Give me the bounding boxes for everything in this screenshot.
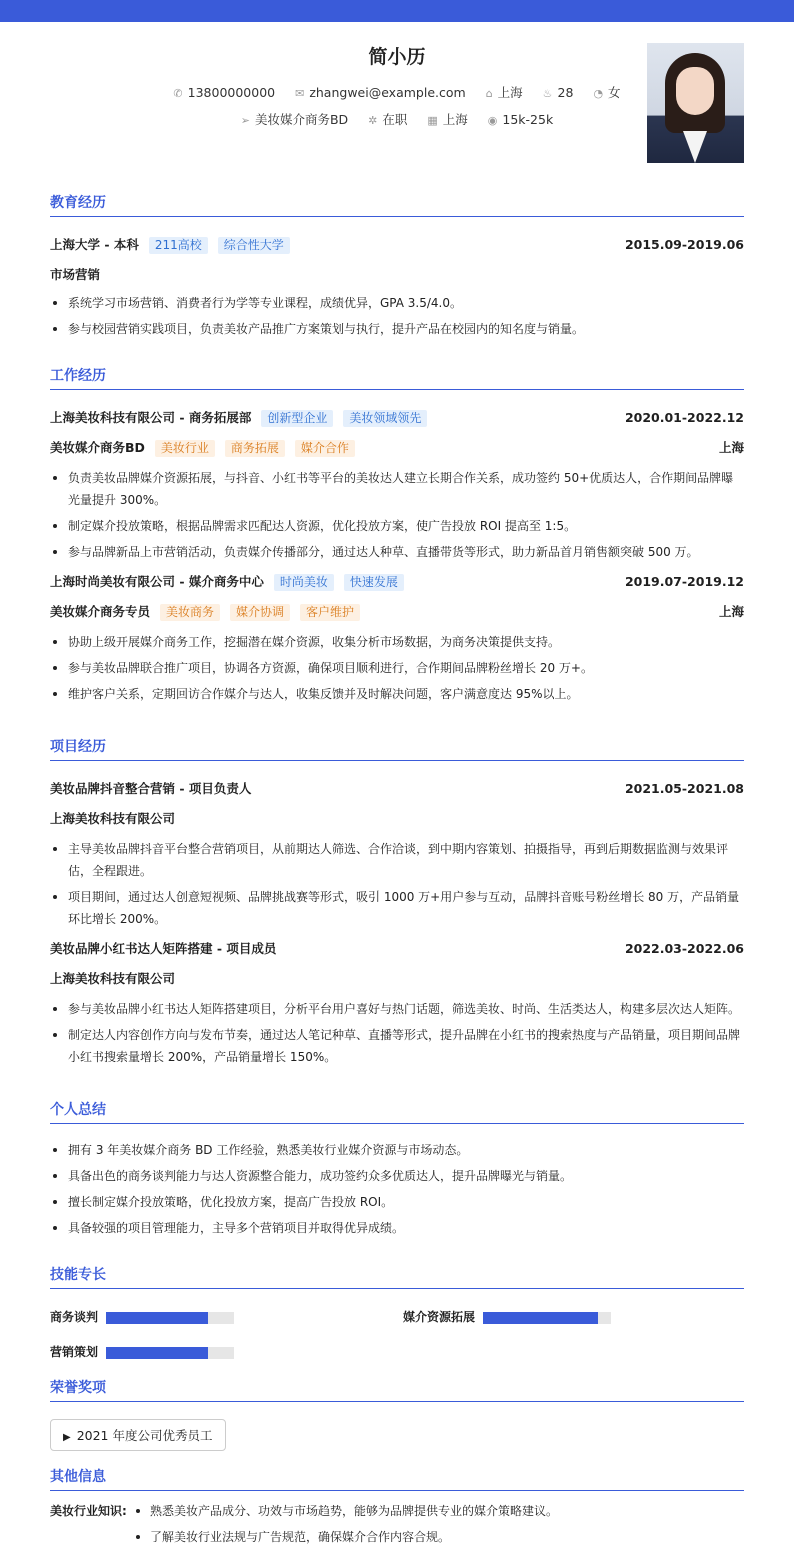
role-tag: 美妆行业 (155, 440, 215, 457)
avatar-photo (647, 43, 744, 163)
role-tag: 美妆商务 (160, 604, 220, 621)
summary-bullets (50, 1139, 744, 1239)
project-title: 美妆品牌小红书达人矩阵搭建 - 项目成员 (50, 941, 277, 956)
work-bullets (50, 467, 744, 563)
gender-item (593, 83, 620, 101)
role-row (50, 597, 744, 627)
building-icon: ▦ (427, 114, 438, 127)
play-icon: ▶ (63, 1432, 71, 1443)
school-tag: 211高校 (149, 237, 208, 254)
projects-section (50, 736, 744, 1072)
list-item: 维护客户关系，定期回访合作媒介与达人，收集反馈并及时解决问题，客户满意度达 95%以上。 (50, 683, 744, 705)
salary-icon: ◉ (487, 114, 498, 127)
mail-icon: ✉ (295, 87, 305, 100)
projects-title: 项目经历 (50, 736, 744, 761)
salary-item (488, 112, 553, 127)
role-tag: 媒介协调 (230, 604, 290, 621)
education-title: 教育经历 (50, 192, 744, 217)
other-list (50, 1498, 744, 1550)
skill-name: 营销策划 (50, 1345, 99, 1359)
company-tag: 快速发展 (344, 574, 404, 591)
list-item: 了解美妆行业法规与广告规范，确保媒介合作内容合规。 (134, 1524, 744, 1550)
work-location: 上海 (718, 604, 744, 619)
role-tag: 商务拓展 (225, 440, 285, 457)
skill-item (403, 1308, 475, 1325)
project-title: 美妆品牌抖音整合营销 - 项目负责人 (50, 781, 252, 796)
list-item: 参与品牌新品上市营销活动，负责媒介传播部分，通过达人种草、直播带货等形式，助力新品首月销售额突破 500 万。 (50, 541, 744, 563)
age-item (543, 85, 574, 100)
other-label: 美妆行业知识: (50, 1504, 127, 1518)
project-period: 2021.05-2021.08 (624, 781, 744, 796)
top-accent-bar (0, 0, 794, 22)
summary-title: 个人总结 (50, 1099, 744, 1124)
status-icon: ✲ (368, 114, 378, 127)
award-item[interactable] (50, 1419, 226, 1451)
award-text: 2021 年度公司优秀员工 (76, 1428, 213, 1443)
list-item: 具备较强的项目管理能力，主导多个营销项目并取得优异成绩。 (50, 1217, 744, 1239)
school-tag: 综合性大学 (218, 237, 290, 254)
status-item (368, 110, 407, 128)
other-section (50, 1466, 744, 1550)
work-section (50, 365, 744, 709)
work-title: 工作经历 (50, 365, 744, 390)
work-period: 2020.01-2022.12 (624, 410, 744, 425)
project-bullets (50, 838, 744, 930)
role-name: 美妆媒介商务BD (50, 440, 145, 455)
target-city-text: 上海 (442, 112, 468, 127)
skills-title: 技能专长 (50, 1264, 744, 1289)
skill-item (50, 1308, 98, 1325)
list-item: 制定媒介投放策略，根据品牌需求匹配达人资源，优化投放方案，使广告投放 ROI 提高至 1:5。 (50, 515, 744, 537)
list-item: 擅长制定媒介投放策略，优化投放方案，提高广告投放 ROI。 (50, 1191, 744, 1213)
list-item: 系统学习市场营销、消费者行为学等专业课程，成绩优异，GPA 3.5/4.0。 (50, 292, 744, 314)
major-name: 市场营销 (50, 267, 101, 282)
skill-item (50, 1343, 98, 1360)
list-item: 主导美妆品牌抖音平台整合营销项目，从前期达人筛选、合作洽谈，到中期内容策划、拍摄指导，再到后期数据监测与效果评估，全程跟进。 (50, 838, 744, 882)
skill-name: 商务谈判 (50, 1310, 99, 1324)
city-item (486, 83, 523, 101)
list-item: 拥有 3 年美妆媒介商务 BD 工作经验，熟悉美妆行业媒介资源与市场动态。 (50, 1139, 744, 1161)
other-row (50, 1498, 744, 1550)
list-item: 熟悉美妆产品成分、功效与市场趋势，能够为品牌提供专业的媒介策略建议。 (134, 1498, 744, 1524)
company-name: 上海时尚美妆有限公司 - 媒介商务中心 (50, 574, 264, 589)
home-icon: ⌂ (485, 87, 493, 100)
contact-row (50, 83, 744, 101)
candidate-name: 简小历 (368, 46, 426, 68)
school-name: 上海大学 - 本科 (50, 237, 139, 252)
list-item: 参与美妆品牌联合推广项目，协调各方资源，确保项目顺利进行，合作期间品牌粉丝增长 20 万+。 (50, 657, 744, 679)
email-text: zhangwei@example.com (309, 85, 466, 100)
awards-section (50, 1377, 744, 1451)
phone-icon: ✆ (173, 87, 183, 100)
skill-bar-fill (106, 1347, 208, 1359)
list-item: 制定达人内容创作方向与发布节奏，通过达人笔记种草、直播等形式，提升品牌在小红书的搜索热度与产品销量，项目期间品牌小红书搜索量增长 200%，产品销量增长 150%。 (50, 1024, 744, 1068)
skill-name: 媒介资源拓展 (403, 1310, 476, 1324)
status-text: 在职 (382, 112, 408, 127)
education-bullets (50, 292, 744, 340)
work-location: 上海 (718, 440, 744, 455)
role-row (50, 433, 744, 463)
project-org-row (50, 964, 744, 994)
skill-bar-fill (483, 1312, 598, 1324)
role-tag: 媒介合作 (295, 440, 355, 457)
company-row (50, 567, 744, 597)
education-header-row (50, 230, 744, 260)
gender-text: 女 (608, 85, 621, 100)
age-text: 28 (557, 85, 574, 100)
phone-text: 13800000000 (187, 85, 276, 100)
project-org: 上海美妆科技有限公司 (50, 971, 176, 986)
project-org-row (50, 804, 744, 834)
gender-icon: ◔ (593, 87, 604, 100)
project-org: 上海美妆科技有限公司 (50, 811, 176, 826)
skill-bar-fill (106, 1312, 208, 1324)
salary-text: 15k-25k (502, 112, 554, 127)
skills-section (50, 1264, 744, 1359)
job-intent-row (50, 110, 744, 128)
major-row (50, 260, 744, 290)
company-name: 上海美妆科技有限公司 - 商务拓展部 (50, 410, 252, 425)
project-bullets (50, 998, 744, 1068)
city-text: 上海 (497, 85, 523, 100)
resume-header (50, 22, 744, 172)
project-period: 2022.03-2022.06 (624, 941, 744, 956)
skill-bar (483, 1312, 611, 1324)
role-tag: 客户维护 (300, 604, 360, 621)
skill-bar (106, 1347, 234, 1359)
list-item: 参与校园营销实践项目，负责美妆产品推广方案策划与执行，提升产品在校园内的知名度与销量。 (50, 318, 744, 340)
list-item: 具备出色的商务谈判能力与达人资源整合能力，成功签约众多优质达人，提升品牌曝光与销量。 (50, 1165, 744, 1187)
list-item: 负责美妆品牌媒介资源拓展，与抖音、小红书等平台的美妆达人建立长期合作关系，成功签约 50+优质达人，合作期间品牌曝光量提升 300%。 (50, 467, 744, 511)
role-name: 美妆媒介商务专员 (50, 604, 151, 619)
project-row (50, 774, 744, 804)
education-section (50, 192, 744, 344)
send-icon: ➢ (240, 114, 250, 127)
awards-title: 荣誉奖项 (50, 1377, 744, 1402)
position-text: 美妆媒介商务BD (254, 112, 349, 127)
education-period: 2015.09-2019.06 (624, 237, 744, 252)
target-city-item (427, 110, 467, 128)
company-tag: 时尚美妆 (274, 574, 334, 591)
skill-bar (106, 1312, 234, 1324)
company-row (50, 403, 744, 433)
list-item: 参与美妆品牌小红书达人矩阵搭建项目，分析平台用户喜好与热门话题，筛选美妆、时尚、生活类达人，构建多层次达人矩阵。 (50, 998, 744, 1020)
position-item (241, 110, 348, 128)
project-row (50, 934, 744, 964)
work-bullets (50, 631, 744, 705)
phone-item (173, 85, 275, 100)
work-period: 2019.07-2019.12 (624, 574, 744, 589)
email-item (295, 85, 466, 100)
list-item: 项目期间，通过达人创意短视频、品牌挑战赛等形式，吸引 1000 万+用户参与互动，品牌抖音账号粉丝增长 80 万，产品销量环比增长 200%。 (50, 886, 744, 930)
list-item: 协助上级开展媒介商务工作，挖掘潜在媒介资源，收集分析市场数据，为商务决策提供支持。 (50, 631, 744, 653)
other-title: 其他信息 (50, 1466, 744, 1491)
summary-section (50, 1099, 744, 1243)
skills-grid (50, 1289, 744, 1359)
company-tag: 美妆领域领先 (343, 410, 427, 427)
cake-icon: ♨ (542, 87, 553, 100)
company-tag: 创新型企业 (261, 410, 333, 427)
